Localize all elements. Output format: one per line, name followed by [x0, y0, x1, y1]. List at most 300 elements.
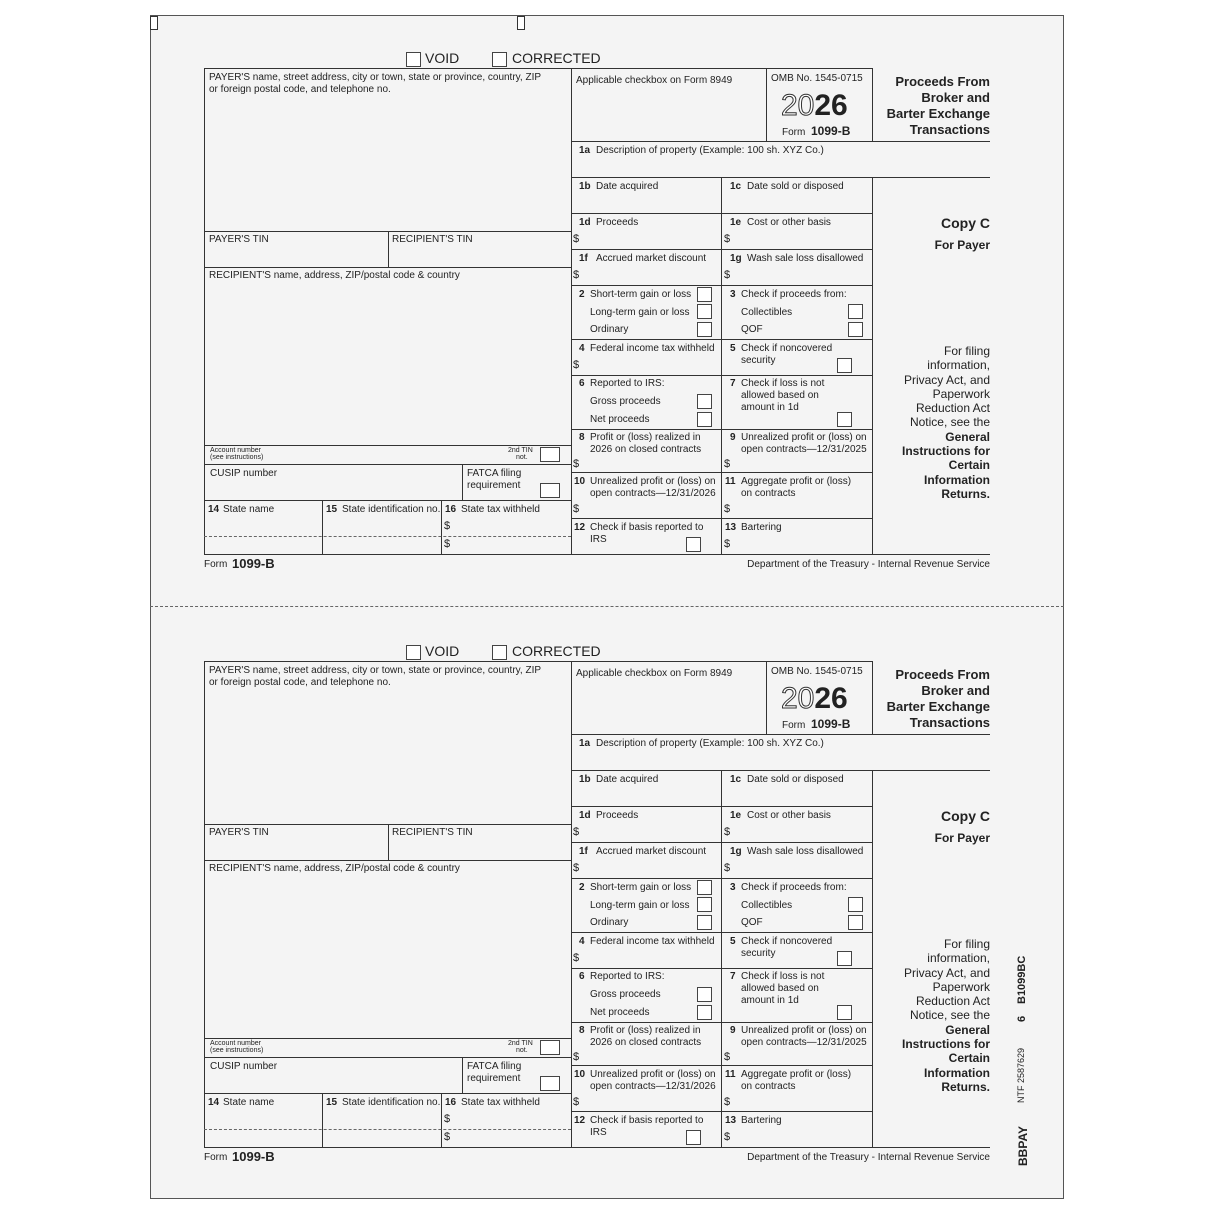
account-label-1: Account number — [210, 1040, 261, 1047]
year-outline: 20 — [781, 89, 815, 122]
box5-label-1: Check if noncovered — [741, 343, 833, 354]
title-line-2: Broker and — [921, 90, 990, 105]
box14-label: State name — [223, 1097, 275, 1108]
account-bottom — [204, 1057, 571, 1058]
filing-line-3: Privacy Act, and — [903, 965, 990, 980]
row8-bottom — [571, 472, 872, 473]
box16-label: State tax withheld — [461, 1097, 540, 1108]
box12-label-2: IRS — [590, 534, 607, 545]
box1b-label: Date acquired — [596, 774, 659, 785]
box3-collectibles: Collectibles — [741, 900, 793, 911]
box1g-label: Wash sale loss disallowed — [747, 846, 864, 857]
omb-border — [766, 661, 767, 734]
cusip-bottom — [204, 1093, 571, 1094]
box2-long: Long-term gain or loss — [590, 900, 690, 911]
copy-label: Copy C — [941, 808, 990, 824]
state-dash — [204, 536, 571, 537]
fatca-label-2: requirement — [467, 1073, 521, 1084]
box1f-dollar: $ — [573, 269, 580, 281]
box1g-num: 1g — [730, 253, 742, 264]
filing-line-2: information, — [927, 358, 990, 373]
box1e-num: 1e — [730, 810, 742, 821]
box1f-dollar: $ — [573, 862, 580, 874]
title-line-3: Barter Exchange — [886, 699, 990, 714]
filing-line-8: Instructions for — [901, 1037, 990, 1052]
box8-dollar: $ — [573, 1051, 580, 1063]
recipient-bottom — [204, 445, 571, 446]
box7-num: 7 — [730, 378, 736, 389]
box9-dollar: $ — [724, 1051, 731, 1063]
box1e-num: 1e — [730, 217, 742, 228]
filing-line-7: General — [945, 1022, 990, 1037]
left-border — [204, 661, 205, 1147]
row6-bottom — [571, 429, 872, 430]
box9-label-2: open contracts—12/31/2025 — [741, 444, 867, 455]
box3-qof-checkbox[interactable] — [848, 322, 863, 337]
recipient-tin-label: RECIPIENT'S TIN — [392, 234, 473, 245]
box10-dollar: $ — [573, 503, 580, 515]
box2-ordinary-checkbox[interactable] — [697, 915, 712, 930]
account-label-1: Account number — [210, 447, 261, 454]
tin-bottom — [204, 860, 571, 861]
payer-tin-label: PAYER'S TIN — [209, 827, 269, 838]
box2-num: 2 — [579, 882, 585, 893]
tin2-label-1: 2nd TIN — [508, 447, 533, 454]
payer-box-label-2: or foreign postal code, and telephone no. — [209, 84, 391, 95]
box3-collectibles: Collectibles — [741, 307, 793, 318]
tin-bottom — [204, 267, 571, 268]
filing-line-4: Paperwork — [932, 386, 990, 401]
omb-bottom — [571, 141, 990, 142]
box10-label-1: Unrealized profit or (loss) on — [590, 1069, 716, 1080]
filing-notice — [870, 344, 990, 501]
row2-bottom — [571, 339, 872, 340]
form-name-top: 1099-B — [811, 124, 851, 138]
top-border — [204, 661, 873, 662]
box1c-num: 1c — [730, 181, 742, 192]
row10-bottom — [571, 1111, 872, 1112]
state-divider-1 — [322, 1093, 323, 1147]
fatca-label-1: FATCA filing — [467, 468, 522, 479]
box5-num: 5 — [730, 936, 736, 947]
box6-label: Reported to IRS: — [590, 971, 665, 982]
box13-label: Bartering — [741, 1115, 782, 1126]
box1b-num: 1b — [579, 181, 591, 192]
state-dash — [204, 1129, 571, 1130]
box1d-num: 1d — [579, 810, 591, 821]
col-divider — [721, 770, 722, 1147]
box1e-dollar: $ — [724, 826, 731, 838]
year-bold: 26 — [814, 682, 848, 715]
fatca-checkbox[interactable] — [540, 1076, 560, 1091]
box1f-label: Accrued market discount — [596, 253, 707, 264]
box6-num: 6 — [579, 378, 585, 389]
form-word-top: Form — [782, 720, 806, 731]
box12-checkbox[interactable] — [686, 1130, 701, 1145]
box8-label-2: 2026 on closed contracts — [590, 444, 702, 455]
box14-num: 14 — [208, 1097, 220, 1108]
applicable-checkbox-label: Applicable checkbox on Form 8949 — [576, 75, 733, 86]
box7-label-2: allowed based on — [741, 983, 819, 994]
box9-label-2: open contracts—12/31/2025 — [741, 1037, 867, 1048]
box12-num: 12 — [574, 1115, 586, 1126]
payer-box-label-1: PAYER'S name, street address, city or town, state or province, country, ZIP — [209, 665, 542, 676]
box5-checkbox[interactable] — [837, 358, 852, 373]
box4-label: Federal income tax withheld — [590, 936, 715, 947]
box14-label: State name — [223, 504, 275, 515]
filing-line-8: Instructions for — [901, 444, 990, 459]
title-line-3: Barter Exchange — [886, 106, 990, 121]
box1d-dollar: $ — [573, 826, 580, 838]
row10-bottom — [571, 518, 872, 519]
payer-tin-label: PAYER'S TIN — [209, 234, 269, 245]
void-checkbox[interactable] — [406, 52, 421, 67]
fatca-checkbox[interactable] — [540, 483, 560, 498]
fatca-divider — [462, 1057, 463, 1093]
box7-label-1: Check if loss is not — [741, 971, 825, 982]
filing-line-11: Returns. — [941, 486, 990, 501]
box7-label-1: Check if loss is not — [741, 378, 825, 389]
box2-long: Long-term gain or loss — [590, 307, 690, 318]
copy-label: Copy C — [941, 215, 990, 231]
box9-label-1: Unrealized profit or (loss) on — [741, 1025, 867, 1036]
box2-num: 2 — [579, 289, 585, 300]
box1a-label: Description of property (Example: 100 sh. XYZ Co.) — [596, 738, 824, 749]
top-border — [204, 68, 873, 69]
account-bottom — [204, 464, 571, 465]
tin2-label-2: not. — [516, 1047, 528, 1054]
box11-num: 11 — [725, 476, 736, 487]
tin2-label-1: 2nd TIN — [508, 1040, 533, 1047]
filing-line-7: General — [945, 429, 990, 444]
box9-num: 9 — [730, 432, 736, 443]
box1g-num: 1g — [730, 846, 742, 857]
box16-num: 16 — [445, 504, 457, 515]
box1f-label: Accrued market discount — [596, 846, 707, 857]
tin2-checkbox[interactable] — [540, 1040, 560, 1055]
title-line-1: Proceeds From — [895, 667, 990, 682]
corrected-label: CORRECTED — [512, 50, 601, 66]
box10-num: 10 — [574, 1069, 586, 1080]
void-label: VOID — [425, 50, 460, 66]
filing-line-9: Certain — [948, 1051, 990, 1066]
applicable-checkbox-label: Applicable checkbox on Form 8949 — [576, 668, 733, 679]
void-checkbox[interactable] — [406, 645, 421, 660]
corrected-label: CORRECTED — [512, 643, 601, 659]
box8-num: 8 — [579, 432, 585, 443]
box11-label-2: on contracts — [741, 488, 796, 499]
side-bbpay: BBPAY — [1016, 1125, 1030, 1166]
box16-dollar-2: $ — [444, 1131, 451, 1143]
box2-ordinary-checkbox[interactable] — [697, 322, 712, 337]
box13-dollar: $ — [724, 538, 731, 550]
tin-divider — [388, 231, 389, 267]
tin-divider — [388, 824, 389, 860]
tin2-checkbox[interactable] — [540, 447, 560, 462]
box8-dollar: $ — [573, 458, 580, 470]
box1g-dollar: $ — [724, 269, 731, 281]
side-code: B1099BC — [1016, 955, 1028, 1004]
box2-short-checkbox[interactable] — [697, 880, 712, 895]
box3-qof-checkbox[interactable] — [848, 915, 863, 930]
omb-border — [766, 68, 767, 141]
box2-ordinary: Ordinary — [590, 917, 629, 928]
row1f-bottom — [571, 878, 872, 879]
box6-gross-checkbox[interactable] — [697, 987, 712, 1002]
row1d-bottom — [571, 249, 872, 250]
recipient-name-label: RECIPIENT'S name, address, ZIP/postal code & country — [209, 270, 460, 281]
footer-form-word: Form — [204, 559, 228, 570]
footer-form-word: Form — [204, 1152, 228, 1163]
box4-dollar: $ — [573, 359, 580, 371]
year-bold: 26 — [814, 89, 848, 122]
box14-num: 14 — [208, 504, 220, 515]
box15-label: State identification no. — [342, 1097, 441, 1108]
footer-form-name: 1099-B — [232, 556, 275, 571]
row1a-bottom — [571, 177, 990, 178]
box6-label: Reported to IRS: — [590, 378, 665, 389]
title-line-4: Transactions — [909, 122, 990, 137]
right-top-border — [872, 68, 873, 141]
box15-label: State identification no. — [342, 504, 441, 515]
box16-dollar-1: $ — [444, 520, 451, 532]
filing-line-3: Privacy Act, and — [903, 372, 990, 387]
row1f-bottom — [571, 285, 872, 286]
row1a-bottom — [571, 770, 990, 771]
form-name-top: 1099-B — [811, 717, 851, 731]
box13-num: 13 — [725, 522, 737, 533]
filing-line-4: Paperwork — [932, 979, 990, 994]
for-payer-label: For Payer — [934, 831, 990, 845]
box6-gross: Gross proceeds — [590, 989, 661, 1000]
side-ntf: NTF 2587629 — [1016, 1047, 1026, 1103]
year-outline: 20 — [781, 682, 815, 715]
fatca-label-2: requirement — [467, 480, 521, 491]
box3-collectibles-checkbox[interactable] — [848, 897, 863, 912]
form-word-top: Form — [782, 127, 806, 138]
box1g-label: Wash sale loss disallowed — [747, 253, 864, 264]
filing-notice — [870, 937, 990, 1094]
box5-label-2: security — [741, 948, 776, 959]
tax-year — [781, 90, 848, 122]
box1e-dollar: $ — [724, 233, 731, 245]
box6-gross-checkbox[interactable] — [697, 394, 712, 409]
account-label-2: (see instructions) — [210, 454, 264, 461]
box7-checkbox[interactable] — [837, 1005, 852, 1020]
title-line-1: Proceeds From — [895, 74, 990, 89]
box1a-label: Description of property (Example: 100 sh. XYZ Co.) — [596, 145, 824, 156]
row1b-bottom — [571, 213, 872, 214]
box13-dollar: $ — [724, 1131, 731, 1143]
box1f-num: 1f — [579, 846, 588, 857]
box10-label-1: Unrealized profit or (loss) on — [590, 476, 716, 487]
box11-label-2: on contracts — [741, 1081, 796, 1092]
box5-checkbox[interactable] — [837, 951, 852, 966]
box6-num: 6 — [579, 971, 585, 982]
footer-form-name: 1099-B — [232, 1149, 275, 1164]
account-label-2: (see instructions) — [210, 1047, 264, 1054]
filing-line-1: For filing — [943, 344, 990, 358]
box11-num: 11 — [725, 1069, 736, 1080]
box2-long-checkbox[interactable] — [697, 897, 712, 912]
recipient-tin-label: RECIPIENT'S TIN — [392, 827, 473, 838]
tin2-label-2: not. — [516, 454, 528, 461]
box3-label: Check if proceeds from: — [741, 289, 847, 300]
box6-net-checkbox[interactable] — [697, 1005, 712, 1020]
side-number: 6 — [1016, 1015, 1028, 1022]
box1e-label: Cost or other basis — [747, 217, 831, 228]
box12-label-1: Check if basis reported to — [590, 522, 704, 533]
omb-bottom — [571, 734, 990, 735]
footer-dept: Department of the Treasury - Internal Revenue Service — [747, 1152, 990, 1163]
corrected-checkbox[interactable] — [492, 52, 507, 67]
title-line-2: Broker and — [921, 683, 990, 698]
box7-label-3: amount in 1d — [741, 402, 799, 413]
box1a-num: 1a — [579, 145, 591, 156]
footer-dept: Department of the Treasury - Internal Revenue Service — [747, 559, 990, 570]
box12-label-2: IRS — [590, 1127, 607, 1138]
box2-long-checkbox[interactable] — [697, 304, 712, 319]
box16-label: State tax withheld — [461, 504, 540, 515]
omb-label: OMB No. 1545-0715 — [771, 73, 863, 84]
tax-year — [781, 683, 848, 715]
filing-line-9: Certain — [948, 458, 990, 473]
box10-num: 10 — [574, 476, 586, 487]
filing-line-10: Information — [924, 472, 990, 487]
box9-dollar: $ — [724, 458, 731, 470]
filing-line-11: Returns. — [941, 1079, 990, 1094]
box3-qof: QOF — [741, 917, 763, 928]
cusip-label: CUSIP number — [210, 1061, 278, 1072]
box1f-num: 1f — [579, 253, 588, 264]
filing-line-6: Notice, see the — [909, 415, 990, 430]
box3-num: 3 — [730, 289, 736, 300]
box15-num: 15 — [326, 504, 338, 515]
state-divider-1 — [322, 500, 323, 554]
row4-bottom — [571, 968, 872, 969]
box1b-label: Date acquired — [596, 181, 659, 192]
box12-num: 12 — [574, 522, 586, 533]
title-line-4: Transactions — [909, 715, 990, 730]
box12-label-1: Check if basis reported to — [590, 1115, 704, 1126]
box2-short: Short-term gain or loss — [590, 882, 692, 893]
box5-label-1: Check if noncovered — [741, 936, 833, 947]
box3-collectibles-checkbox[interactable] — [848, 304, 863, 319]
box11-label-1: Aggregate profit or (loss) — [741, 1069, 852, 1080]
state-divider-2 — [441, 500, 442, 554]
box10-label-2: open contracts—12/31/2026 — [590, 488, 716, 499]
fatca-label-1: FATCA filing — [467, 1061, 522, 1072]
form-1099b-top — [0, 0, 1214, 580]
box9-num: 9 — [730, 1025, 736, 1036]
filing-line-5: Reduction Act — [915, 401, 990, 416]
box11-dollar: $ — [724, 1096, 731, 1108]
box6-net: Net proceeds — [590, 1007, 650, 1018]
box11-label-1: Aggregate profit or (loss) — [741, 476, 852, 487]
box1a-num: 1a — [579, 738, 591, 749]
form-1099b-bottom — [0, 593, 1214, 1173]
recipient-bottom — [204, 1038, 571, 1039]
box3-label: Check if proceeds from: — [741, 882, 847, 893]
filing-line-5: Reduction Act — [915, 994, 990, 1009]
row2-bottom — [571, 932, 872, 933]
box5-num: 5 — [730, 343, 736, 354]
box2-ordinary: Ordinary — [590, 324, 629, 335]
box8-num: 8 — [579, 1025, 585, 1036]
filing-line-10: Information — [924, 1065, 990, 1080]
box13-label: Bartering — [741, 522, 782, 533]
box7-checkbox[interactable] — [837, 412, 852, 427]
corrected-checkbox[interactable] — [492, 645, 507, 660]
box1c-label: Date sold or disposed — [747, 774, 844, 785]
box3-num: 3 — [730, 882, 736, 893]
box15-num: 15 — [326, 1097, 338, 1108]
omb-label: OMB No. 1545-0715 — [771, 666, 863, 677]
filing-line-1: For filing — [943, 937, 990, 951]
row1d-bottom — [571, 842, 872, 843]
void-label: VOID — [425, 643, 460, 659]
box13-num: 13 — [725, 1115, 737, 1126]
box11-dollar: $ — [724, 503, 731, 515]
fatca-divider — [462, 464, 463, 500]
bottom-border — [204, 554, 990, 555]
box6-gross: Gross proceeds — [590, 396, 661, 407]
filing-line-2: information, — [927, 951, 990, 966]
filing-line-6: Notice, see the — [909, 1008, 990, 1023]
row6-bottom — [571, 1022, 872, 1023]
box6-net-checkbox[interactable] — [697, 412, 712, 427]
box1d-dollar: $ — [573, 233, 580, 245]
row4-bottom — [571, 375, 872, 376]
box16-dollar-2: $ — [444, 538, 451, 550]
box7-num: 7 — [730, 971, 736, 982]
box6-net: Net proceeds — [590, 414, 650, 425]
for-payer-label: For Payer — [934, 238, 990, 252]
box16-dollar-1: $ — [444, 1113, 451, 1125]
box2-short-checkbox[interactable] — [697, 287, 712, 302]
box8-label-1: Profit or (loss) realized in — [590, 432, 701, 443]
payer-box-label-2: or foreign postal code, and telephone no. — [209, 677, 391, 688]
recipient-name-label: RECIPIENT'S name, address, ZIP/postal code & country — [209, 863, 460, 874]
box9-label-1: Unrealized profit or (loss) on — [741, 432, 867, 443]
box1d-num: 1d — [579, 217, 591, 228]
box3-qof: QOF — [741, 324, 763, 335]
col-divider — [721, 177, 722, 554]
box1c-num: 1c — [730, 774, 742, 785]
box1d-label: Proceeds — [596, 810, 639, 821]
cusip-label: CUSIP number — [210, 468, 278, 479]
row1b-bottom — [571, 806, 872, 807]
box8-label-2: 2026 on closed contracts — [590, 1037, 702, 1048]
row8-bottom — [571, 1065, 872, 1066]
payer-box-label-1: PAYER'S name, street address, city or town, state or province, country, ZIP — [209, 72, 542, 83]
box4-num: 4 — [579, 936, 585, 947]
box1c-label: Date sold or disposed — [747, 181, 844, 192]
box4-dollar: $ — [573, 952, 580, 964]
box10-dollar: $ — [573, 1096, 580, 1108]
box1e-label: Cost or other basis — [747, 810, 831, 821]
box12-checkbox[interactable] — [686, 537, 701, 552]
box7-label-2: allowed based on — [741, 390, 819, 401]
box4-label: Federal income tax withheld — [590, 343, 715, 354]
box10-label-2: open contracts—12/31/2026 — [590, 1081, 716, 1092]
right-top-border — [872, 661, 873, 734]
box1g-dollar: $ — [724, 862, 731, 874]
box1d-label: Proceeds — [596, 217, 639, 228]
box1b-num: 1b — [579, 774, 591, 785]
state-divider-2 — [441, 1093, 442, 1147]
left-border — [204, 68, 205, 554]
